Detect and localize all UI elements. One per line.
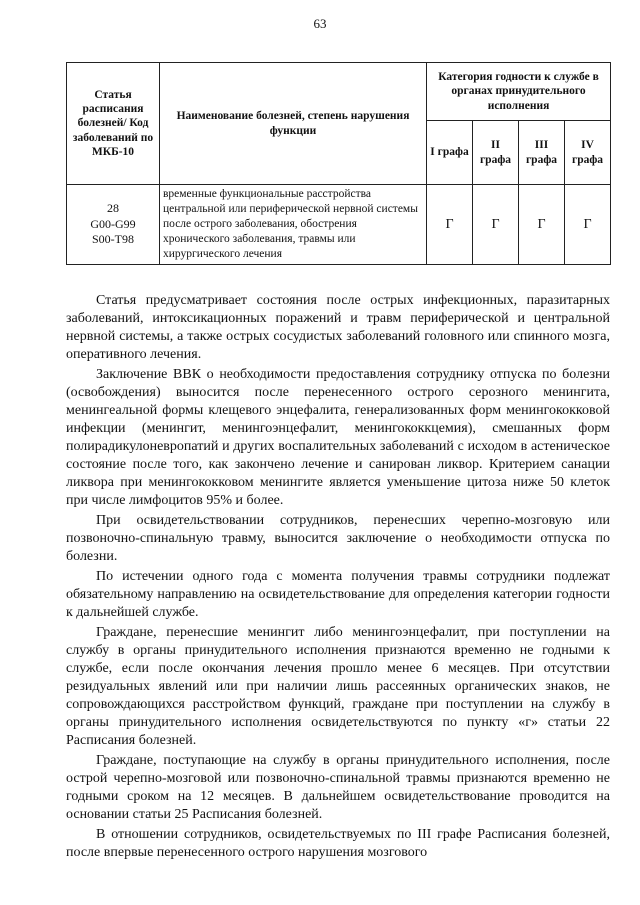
body-text — [66, 292, 610, 864]
disease-schedule-table — [66, 62, 611, 265]
grade-graf-3: Г — [519, 185, 565, 265]
table-header-row — [67, 63, 611, 121]
page-number: 63 — [313, 16, 327, 31]
header-graf-2: II графа — [473, 121, 519, 185]
table-row — [67, 185, 611, 265]
paragraph: Граждане, поступающие на службу в органы принудительного исполнения, после острой черепно-мозговой или позвоночно-спинальной травмы признаются временно не годными сроком на 12 месяцев. В дальнейшем освидетельствование проводится на основании статьи 25 Расписания болезней. — [66, 753, 610, 822]
header-article: Статья расписания болезней/ Код заболеваний по МКБ-10 — [67, 63, 160, 185]
grade-graf-2: Г — [473, 185, 519, 265]
grade-graf-1: Г — [427, 185, 473, 265]
icd-code-g: G00-G99 — [90, 216, 136, 231]
header-graf-1: I графа — [427, 121, 473, 185]
paragraph: Заключение ВВК о необходимости предоставления сотруднику отпуска по болезни (освобождения) выносится после перенесенного острого серозного менингита, менингеальной формы клещевого энцефалита, генерализованных форм менингококковой инфекции (менингит, менингоэнцефалит, менингококкцемия), смешанных форм полирадикулоневропатий и других воспалительных заболеваний с исходом в астеническое состояние после того, как закончено лечение и санирован ликвор. Критерием санации ликвора при менингококковом менингите является уменьшение цитоза ниже 50 клеток при числе лимфоцитов 95% и более. — [66, 367, 610, 508]
paragraph: В отношении сотрудников, освидетельствуемых по III графе Расписания болезней, после впервые перенесенного острого нарушения мозгового — [66, 827, 610, 860]
paragraph: По истечении одного года с момента получения травмы сотрудники подлежат обязательному направлению на освидетельствование для определения категории годности к дальнейшей службе. — [66, 569, 610, 620]
header-disease-name: Наименование болезней, степень нарушения функции — [160, 63, 427, 185]
header-graf-4: IV графа — [565, 121, 611, 185]
disease-description: временные функциональные расстройства центральной или периферической нервной системы после острого заболевания, обострения хронического заболевания, травмы или хирургического лечения — [160, 185, 427, 265]
header-fitness-category: Категория годности к службе в органах принудительного исполнения — [427, 63, 611, 121]
icd-code-s: S00-T98 — [92, 232, 134, 247]
paragraph: Статья предусматривает состояния после острых инфекционных, паразитарных заболеваний, интоксикационных поражений и травм периферической и центральной нервной системы, а также острых сосудистых заболеваний головного или спинного мозга, оперативного лечения. — [66, 293, 610, 362]
grade-graf-4: Г — [565, 185, 611, 265]
paragraph: При освидетельствовании сотрудников, перенесших черепно-мозговую или позвоночно-спинальную травму, выносится заключение о необходимости отпуска по болезни. — [66, 513, 610, 564]
header-graf-3: III графа — [519, 121, 565, 185]
article-number: 28 — [107, 200, 119, 215]
article-code-cell — [67, 185, 160, 265]
paragraph: Граждане, перенесшие менингит либо менингоэнцефалит, при поступлении на службу в органы принудительного исполнения признаются временно не годными к службе, если после окончания лечения прошло менее 6 месяцев. При отсутствии резидуальных явлений или при наличии лишь рассеянных органических знаков, не сопровождающихся расстройством функций, граждане при поступлении на службу в органы принудительного исполнения освидетельствуются по пункту «г» статьи 22 Расписания болезней. — [66, 625, 610, 748]
